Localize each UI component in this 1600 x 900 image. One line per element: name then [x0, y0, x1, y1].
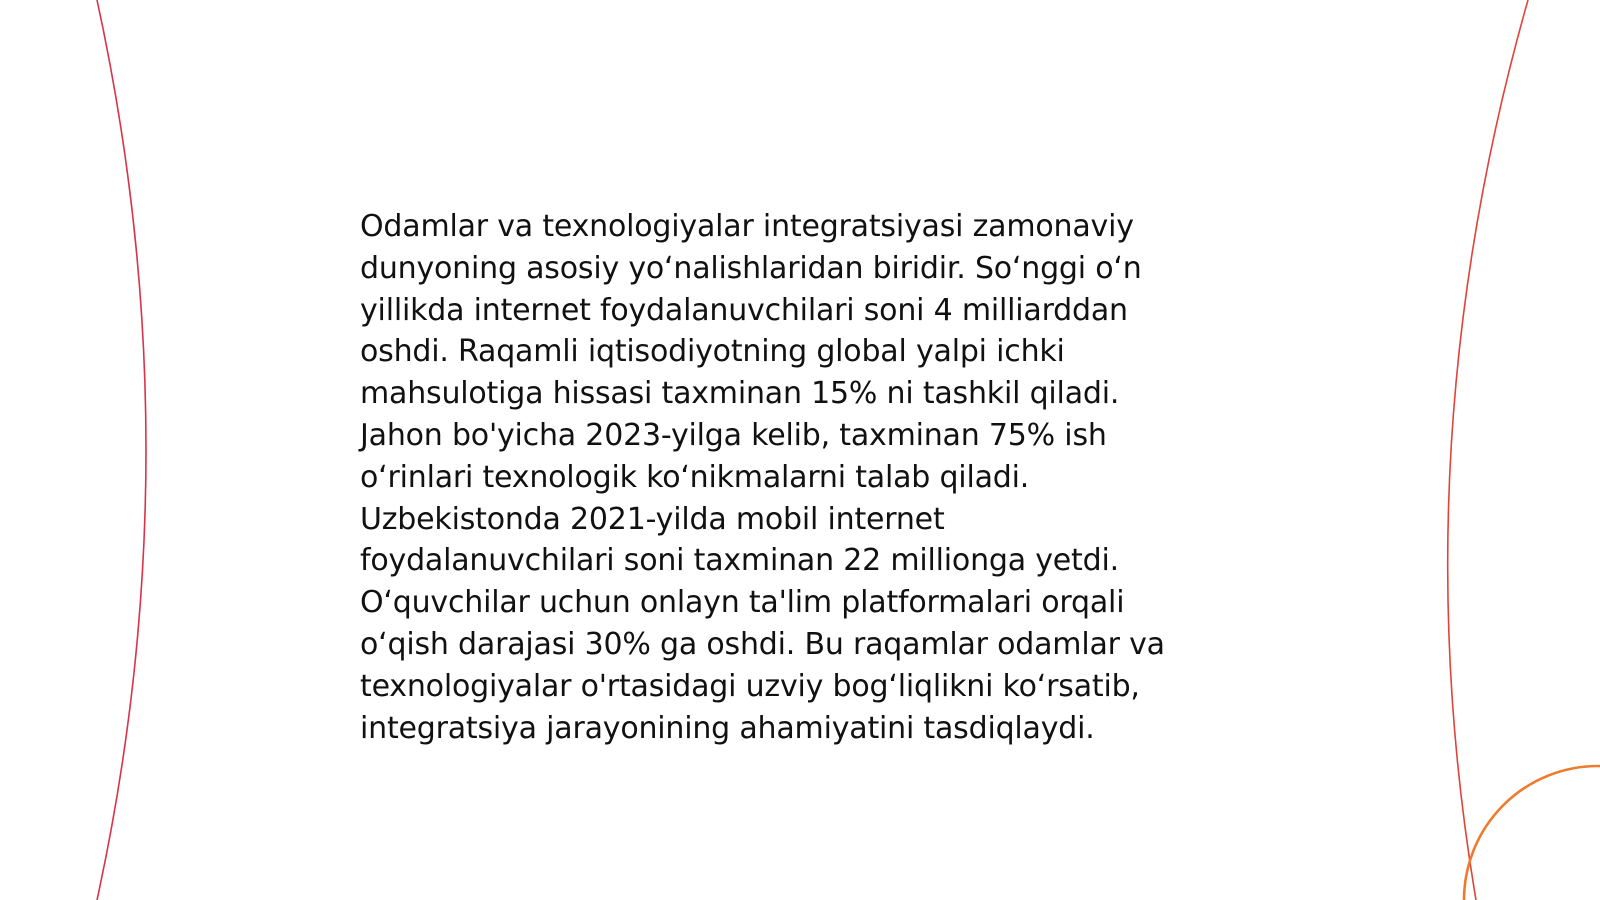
body-line-4: oshdi. Raqamli iqtisodiyotning global yalpi ichki	[360, 334, 1065, 370]
body-line-11: o‘qish darajasi 30% ga oshdi. Bu raqamlar odamlar va	[360, 626, 1165, 662]
right-arc	[1448, 0, 1528, 900]
body-line-6: Jahon bo'yicha 2023-yilga kelib, taxminan 75% ish	[360, 417, 1107, 453]
body-line-2: dunyoning asosiy yo‘nalishlaridan biridir. So‘nggi o‘n	[360, 250, 1142, 286]
body-line-8: Uzbekistonda 2021-yilda mobil internet	[360, 501, 945, 537]
body-line-7: o‘rinlari texnologik ko‘nikmalarni talab qiladi.	[360, 459, 1030, 495]
slide-body-text	[360, 206, 1250, 749]
left-arc	[97, 0, 146, 900]
body-line-13: integratsiya jarayonining ahamiyatini tasdiqlaydi.	[360, 710, 1095, 746]
body-line-9: foydalanuvchilari soni taxminan 22 millionga yetdi.	[360, 543, 1119, 579]
body-line-5: mahsulotiga hissasi taxminan 15% ni tashkil qiladi.	[360, 376, 1120, 412]
corner-arc	[1464, 766, 1600, 900]
body-line-3: yillikda internet foydalanuvchilari soni 4 milliarddan	[360, 292, 1128, 328]
body-line-12: texnologiyalar o'rtasidagi uzviy bog‘liqlikni ko‘rsatib,	[360, 668, 1140, 704]
body-line-10: O‘quvchilar uchun onlayn ta'lim platformalari orqali	[360, 585, 1125, 621]
body-line-1: Odamlar va texnologiyalar integratsiyasi zamonaviy	[360, 209, 1134, 244]
